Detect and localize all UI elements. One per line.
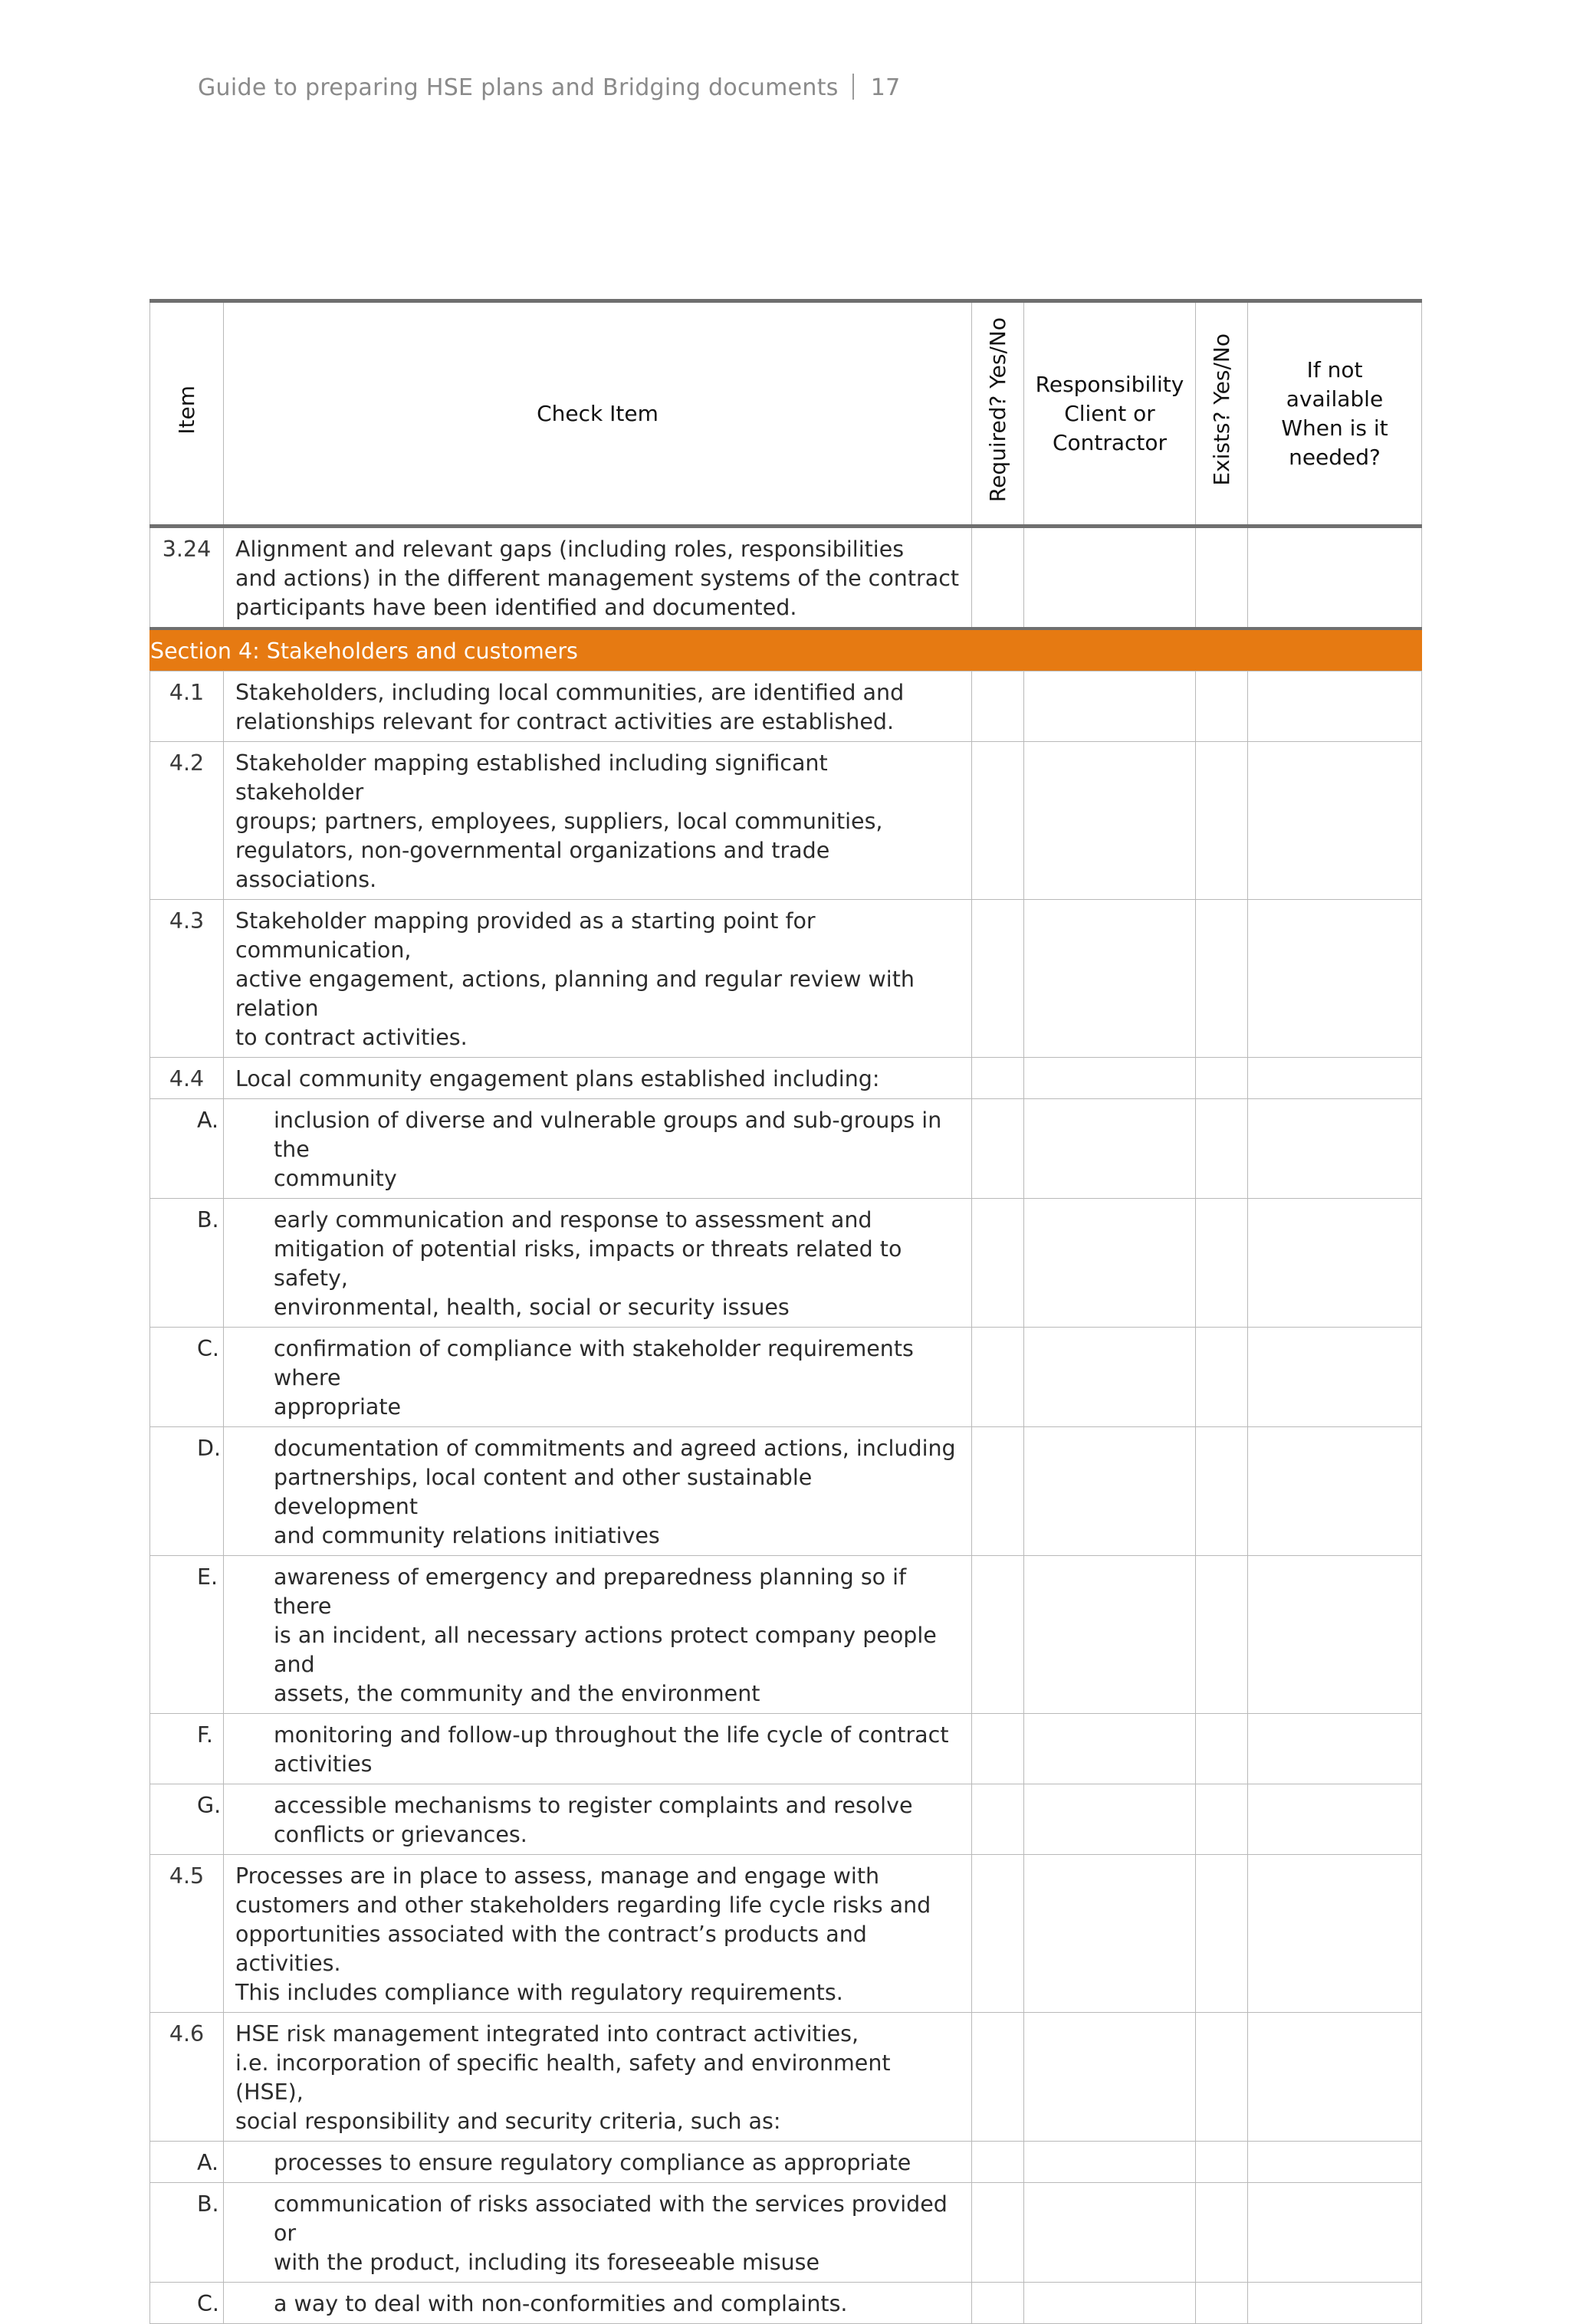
sub-check-item xyxy=(197,1099,972,1199)
sub-item-letter: B. xyxy=(197,2191,219,2217)
required-cell[interactable] xyxy=(972,671,1024,742)
responsibility-cell[interactable] xyxy=(1024,742,1196,900)
text-line: participants have been identified and documented. xyxy=(235,595,797,620)
text-line: mitigation of potential risks, impacts or threats related to safety, xyxy=(274,1236,902,1291)
item-number: 4.3 xyxy=(150,900,224,1058)
table-row xyxy=(150,1784,1422,1855)
required-cell[interactable] xyxy=(972,527,1024,629)
when-needed-cell[interactable] xyxy=(1248,1714,1422,1784)
text-line: active engagement, actions, planning and regular review with relation xyxy=(235,967,915,1021)
item-number: 4.2 xyxy=(150,742,224,900)
text-line: regulators, non-governmental organizations and trade associations. xyxy=(235,838,830,892)
text-line: social responsibility and security criteria, such as: xyxy=(235,2109,781,2134)
text-line: confirmation of compliance with stakeholder requirements where xyxy=(274,1336,914,1390)
required-cell[interactable] xyxy=(972,2013,1024,2142)
exists-cell[interactable] xyxy=(1196,742,1248,900)
exists-cell[interactable] xyxy=(1196,900,1248,1058)
hse-checklist-table xyxy=(149,299,1422,2324)
text-line: customers and other stakeholders regarding life cycle risks and xyxy=(235,1892,931,1918)
text-line: assets, the community and the environment xyxy=(274,1681,760,1706)
section-title: Section 4: Stakeholders and customers xyxy=(150,629,1422,671)
when-needed-cell[interactable] xyxy=(1248,1099,1422,1199)
sub-check-item xyxy=(197,1714,972,1784)
exists-cell[interactable] xyxy=(1196,2183,1248,2283)
when-needed-cell[interactable] xyxy=(1248,2283,1422,2324)
exists-cell[interactable] xyxy=(1196,2142,1248,2183)
when-needed-cell[interactable] xyxy=(1248,1855,1422,2013)
responsibility-cell[interactable] xyxy=(1024,2183,1196,2283)
text-line: relationships relevant for contract activities are established. xyxy=(235,709,895,734)
responsibility-cell[interactable] xyxy=(1024,527,1196,629)
responsibility-cell[interactable] xyxy=(1024,1099,1196,1199)
responsibility-cell[interactable] xyxy=(1024,2013,1196,2142)
when-needed-cell[interactable] xyxy=(1248,1058,1422,1099)
when-needed-cell[interactable] xyxy=(1248,2013,1422,2142)
check-item-text xyxy=(224,742,972,900)
when-needed-cell[interactable] xyxy=(1248,1784,1422,1855)
text-line: documentation of commitments and agreed actions, including xyxy=(274,1436,956,1461)
text-line: groups; partners, employees, suppliers, local communities, xyxy=(235,809,883,834)
table-row xyxy=(150,900,1422,1058)
text-line: Processes are in place to assess, manage and engage with xyxy=(235,1863,880,1889)
table-row xyxy=(150,1199,1422,1328)
when-needed-cell[interactable] xyxy=(1248,1328,1422,1427)
check-item-text xyxy=(224,527,972,629)
required-cell[interactable] xyxy=(972,1099,1024,1199)
text-line: monitoring and follow-up throughout the life cycle of contract xyxy=(274,1722,949,1748)
section-header-row xyxy=(150,629,1422,671)
exists-cell[interactable] xyxy=(1196,2283,1248,2324)
responsibility-cell[interactable] xyxy=(1024,900,1196,1058)
item-number: 4.6 xyxy=(150,2013,224,2142)
sub-item-letter: A. xyxy=(197,1108,219,1133)
column-header-responsibility: Responsibility Client or Contractor xyxy=(1024,301,1196,527)
table-row xyxy=(150,671,1422,742)
column-header-when-needed: If not available When is it needed? xyxy=(1248,301,1422,527)
when-needed-cell[interactable] xyxy=(1248,527,1422,629)
exists-cell[interactable] xyxy=(1196,2013,1248,2142)
sub-item-letter: B. xyxy=(197,1207,219,1233)
text-line: communication of risks associated with the services provided or xyxy=(274,2191,948,2246)
sub-item-letter: A. xyxy=(197,2150,219,2175)
sub-check-item xyxy=(197,1199,972,1328)
exists-cell[interactable] xyxy=(1196,1199,1248,1328)
item-number: 4.1 xyxy=(150,671,224,742)
text-line: to contract activities. xyxy=(235,1025,468,1050)
required-cell[interactable] xyxy=(972,742,1024,900)
responsibility-cell[interactable] xyxy=(1024,1556,1196,1714)
when-needed-cell[interactable] xyxy=(1248,2142,1422,2183)
required-cell[interactable] xyxy=(972,1714,1024,1784)
sub-item-letter: E. xyxy=(197,1564,218,1590)
responsibility-cell[interactable] xyxy=(1024,671,1196,742)
text-line: Stakeholders, including local communities, are identified and xyxy=(235,680,905,705)
table-row xyxy=(150,527,1422,629)
exists-cell[interactable] xyxy=(1196,1058,1248,1099)
responsibility-cell[interactable] xyxy=(1024,1714,1196,1784)
responsibility-cell[interactable] xyxy=(1024,2142,1196,2183)
when-needed-cell[interactable] xyxy=(1248,1427,1422,1556)
sub-check-item xyxy=(197,1427,972,1556)
text-line: Alignment and relevant gaps (including roles, responsibilities xyxy=(235,537,905,562)
responsibility-cell[interactable] xyxy=(1024,1058,1196,1099)
column-header-check-item: Check Item xyxy=(224,301,972,527)
responsibility-cell[interactable] xyxy=(1024,2283,1196,2324)
text-line: with the product, including its foreseeable misuse xyxy=(274,2250,819,2275)
table-row xyxy=(150,1855,1422,2013)
item-number: 4.4 xyxy=(150,1058,224,1099)
responsibility-cell[interactable] xyxy=(1024,1855,1196,2013)
text-line: Stakeholder mapping established including significant stakeholder xyxy=(235,750,828,805)
required-cell[interactable] xyxy=(972,1199,1024,1328)
item-number: 3.24 xyxy=(150,527,224,629)
column-header-exists: Exists? Yes/No xyxy=(1196,301,1248,527)
required-cell[interactable] xyxy=(972,2283,1024,2324)
exists-cell[interactable] xyxy=(1196,1556,1248,1714)
exists-cell[interactable] xyxy=(1196,527,1248,629)
responsibility-cell[interactable] xyxy=(1024,1427,1196,1556)
when-needed-cell[interactable] xyxy=(1248,900,1422,1058)
text-line: i.e. incorporation of specific health, safety and environment (HSE), xyxy=(235,2050,891,2105)
table-row xyxy=(150,1099,1422,1199)
required-cell[interactable] xyxy=(972,2142,1024,2183)
column-header-item: Item xyxy=(150,301,224,527)
sub-check-item xyxy=(197,1784,972,1855)
table-row xyxy=(150,2013,1422,2142)
exists-cell[interactable] xyxy=(1196,671,1248,742)
sub-item-letter: G. xyxy=(197,1793,222,1818)
when-needed-cell[interactable] xyxy=(1248,742,1422,900)
check-item-text xyxy=(224,2013,972,2142)
text-line: activities xyxy=(274,1751,373,1777)
table-body xyxy=(150,527,1422,2324)
sub-item-letter: C. xyxy=(197,2291,219,2316)
check-item-text xyxy=(224,1058,972,1099)
exists-cell[interactable] xyxy=(1196,1855,1248,2013)
text-line: HSE risk management integrated into contract activities, xyxy=(235,2021,859,2047)
table-row xyxy=(150,2142,1422,2183)
document-title: Guide to preparing HSE plans and Bridging documents xyxy=(198,74,839,101)
required-cell[interactable] xyxy=(972,2183,1024,2283)
responsibility-cell[interactable] xyxy=(1024,1199,1196,1328)
text-line: accessible mechanisms to register complaints and resolve xyxy=(274,1793,913,1818)
sub-check-item xyxy=(197,1556,972,1714)
text-line: processes to ensure regulatory compliance as appropriate xyxy=(274,2150,911,2175)
sub-check-item xyxy=(197,2283,972,2324)
table-row xyxy=(150,1058,1422,1099)
item-number: 4.5 xyxy=(150,1855,224,2013)
running-header xyxy=(198,74,901,101)
sub-item-letter: D. xyxy=(197,1436,222,1461)
text-line: Stakeholder mapping provided as a starting point for communication, xyxy=(235,908,816,963)
table-row xyxy=(150,2183,1422,2283)
header-divider xyxy=(852,74,854,100)
sub-check-item xyxy=(197,1328,972,1427)
text-line: environmental, health, social or security issues xyxy=(274,1295,790,1320)
exists-cell[interactable] xyxy=(1196,1099,1248,1199)
required-cell[interactable] xyxy=(972,900,1024,1058)
table-row xyxy=(150,1427,1422,1556)
required-cell[interactable] xyxy=(972,1784,1024,1855)
required-cell[interactable] xyxy=(972,1556,1024,1714)
table-row xyxy=(150,742,1422,900)
text-line: inclusion of diverse and vulnerable groups and sub-groups in the xyxy=(274,1108,942,1162)
sub-item-letter: C. xyxy=(197,1336,219,1361)
text-line: community xyxy=(274,1166,397,1191)
text-line: and actions) in the different management systems of the contract xyxy=(235,566,960,591)
when-needed-cell[interactable] xyxy=(1248,1556,1422,1714)
sub-check-item xyxy=(197,2142,972,2183)
responsibility-cell[interactable] xyxy=(1024,1328,1196,1427)
text-line: awareness of emergency and preparedness planning so if there xyxy=(274,1564,907,1619)
responsibility-cell[interactable] xyxy=(1024,1784,1196,1855)
check-item-text xyxy=(224,671,972,742)
required-cell[interactable] xyxy=(972,1855,1024,2013)
sub-check-item xyxy=(197,2183,972,2283)
when-needed-cell[interactable] xyxy=(1248,671,1422,742)
page-number: 17 xyxy=(870,74,901,101)
sub-item-letter: F. xyxy=(197,1722,213,1748)
text-line: opportunities associated with the contract’s products and activities. xyxy=(235,1922,867,1976)
check-item-text xyxy=(224,1855,972,2013)
table-row xyxy=(150,2283,1422,2324)
check-item-text xyxy=(224,900,972,1058)
text-line: is an incident, all necessary actions protect company people and xyxy=(274,1623,937,1677)
text-line: This includes compliance with regulatory requirements. xyxy=(235,1980,843,2005)
text-line: and community relations initiatives xyxy=(274,1523,660,1548)
table-row xyxy=(150,1556,1422,1714)
text-line: conflicts or grievances. xyxy=(274,1822,527,1847)
exists-cell[interactable] xyxy=(1196,1427,1248,1556)
required-cell[interactable] xyxy=(972,1058,1024,1099)
text-line: appropriate xyxy=(274,1394,402,1420)
when-needed-cell[interactable] xyxy=(1248,1199,1422,1328)
required-cell[interactable] xyxy=(972,1328,1024,1427)
exists-cell[interactable] xyxy=(1196,1784,1248,1855)
exists-cell[interactable] xyxy=(1196,1328,1248,1427)
text-line: a way to deal with non-conformities and complaints. xyxy=(274,2291,848,2316)
text-line: early communication and response to assessment and xyxy=(274,1207,872,1233)
column-header-required: Required? Yes/No xyxy=(972,301,1024,527)
text-line: partnerships, local content and other sustainable development xyxy=(274,1465,813,1519)
exists-cell[interactable] xyxy=(1196,1714,1248,1784)
table-header-row xyxy=(150,301,1422,527)
required-cell[interactable] xyxy=(972,1427,1024,1556)
table-row xyxy=(150,1328,1422,1427)
when-needed-cell[interactable] xyxy=(1248,2183,1422,2283)
table-row xyxy=(150,1714,1422,1784)
text-line: Local community engagement plans established including: xyxy=(235,1066,880,1091)
